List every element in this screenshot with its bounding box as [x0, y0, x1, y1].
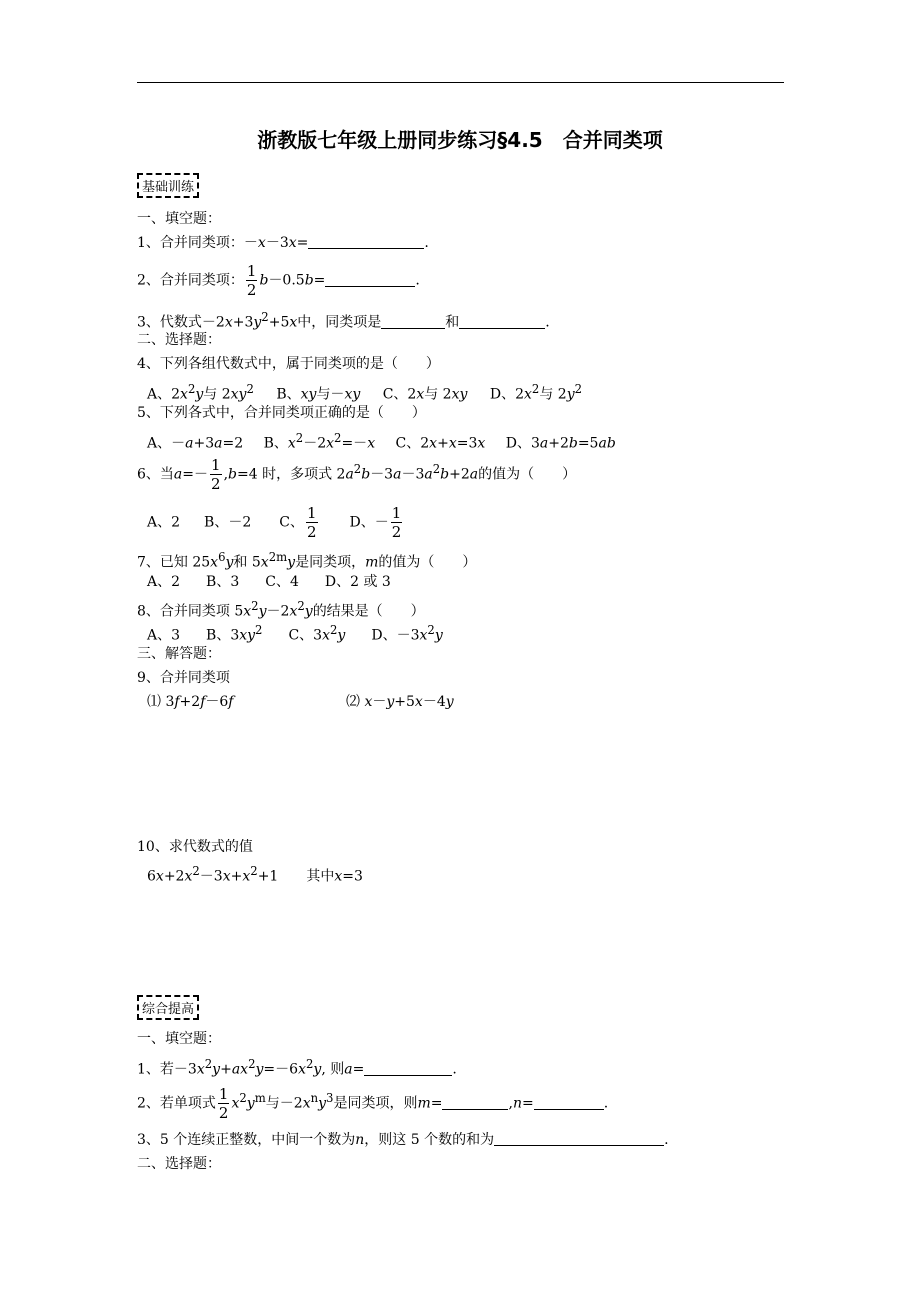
fraction-half: $\frac{1}{2}$ — [211, 456, 221, 493]
question-3: 3、代数式$-2x+3y^2+5x$中，同类项是 和 . — [137, 310, 550, 331]
section-label-advanced: 综合提高 — [137, 995, 199, 1020]
question-1: 1、合并同类项：－x－3x= . — [137, 235, 429, 251]
question-9-part-2: ⑵ x－y+5x－4y — [346, 694, 454, 710]
question-4-options: A、$2x^2y$与 $2xy^2$ B、xy与－xy C、2x与 2xy D、$2x^2$与 $2y^2$ — [147, 382, 583, 403]
question-6: 6、当a=－ $\frac{1}{2}$ ,b=4 时，多项式 $2a^2b-3a-3a^2b+2a$的值为（ ） — [137, 456, 577, 493]
question-7: 7、已知 $25x^6y$和 $5x^{2m}y$是同类项，m的值为（ ） — [137, 550, 477, 571]
advanced-question-2: 2、若单项式 $\frac{1}{2}$ $x^2y^m$与$-2x^ny^3$是同类项，则m= ,n= . — [137, 1085, 609, 1122]
question-10: 10、求代数式的值 — [137, 839, 253, 855]
top-rule — [137, 82, 784, 83]
answer-blank[interactable] — [381, 328, 445, 329]
advanced-question-1: 1、若$-3x^2y+ax^2y=-6x^2y$, 则a= . — [137, 1057, 457, 1078]
answer-blank[interactable] — [459, 328, 545, 329]
question-4: 4、下列各组代数式中，属于同类项的是（ ） — [137, 356, 440, 372]
question-9: 9、合并同类项 — [137, 670, 230, 686]
question-2: 2、合并同类项： $\frac{1}{2}$ b－0.5b= . — [137, 262, 420, 299]
question-5: 5、下列各式中，合并同类项正确的是（ ） — [137, 405, 426, 421]
question-10-expression: $6x+2x^2-3x+x^2+1$ 其中x=3 — [147, 864, 363, 885]
answer-blank[interactable] — [442, 1109, 508, 1110]
advanced-choice-heading: 二、选择题： — [137, 1156, 221, 1172]
basic-answer-heading: 三、解答题： — [137, 646, 221, 662]
fraction-half: $\frac{1}{2}$ — [306, 504, 317, 541]
fraction-half: $\frac{1}{2}$ — [218, 1085, 229, 1122]
question-9-part-1: ⑴ 3f+2f－6f — [147, 694, 234, 710]
question-6-options: A、2 B、－2 C、 $\frac{1}{2}$ D、－ $\frac{1}{2}$ — [147, 504, 402, 541]
answer-blank[interactable] — [308, 248, 424, 249]
basic-fill-heading: 一、填空题： — [137, 211, 221, 227]
basic-choice-heading: 二、选择题： — [137, 332, 221, 348]
answer-blank[interactable] — [494, 1145, 664, 1146]
question-8-options: A、3 B、$3xy^2$ C、$3x^2y$ D、$-3x^2y$ — [147, 623, 443, 644]
question-8: 8、合并同类项 $5x^2y-2x^2y$的结果是（ ） — [137, 599, 425, 620]
answer-blank[interactable] — [325, 286, 415, 287]
advanced-question-3: 3、5 个连续正整数，中间一个数为n，则这 5 个数的和为 . — [137, 1132, 669, 1148]
answer-blank[interactable] — [364, 1075, 452, 1076]
fraction-half: $\frac{1}{2}$ — [246, 262, 257, 299]
advanced-fill-heading: 一、填空题： — [137, 1031, 221, 1047]
section-label-basic: 基础训练 — [137, 173, 199, 198]
answer-blank[interactable] — [534, 1109, 604, 1110]
fraction-half: $\frac{1}{2}$ — [391, 504, 402, 541]
question-7-options: A、2 B、3 C、4 D、2 或 3 — [147, 574, 391, 590]
page-title: 浙教版七年级上册同步练习§4.5 合并同类项 — [257, 128, 663, 152]
question-5-options: A、－a+3a=2 B、$x^2-2x^2=-x$ C、2x+x=3x D、3a+2b=5ab — [147, 431, 616, 452]
